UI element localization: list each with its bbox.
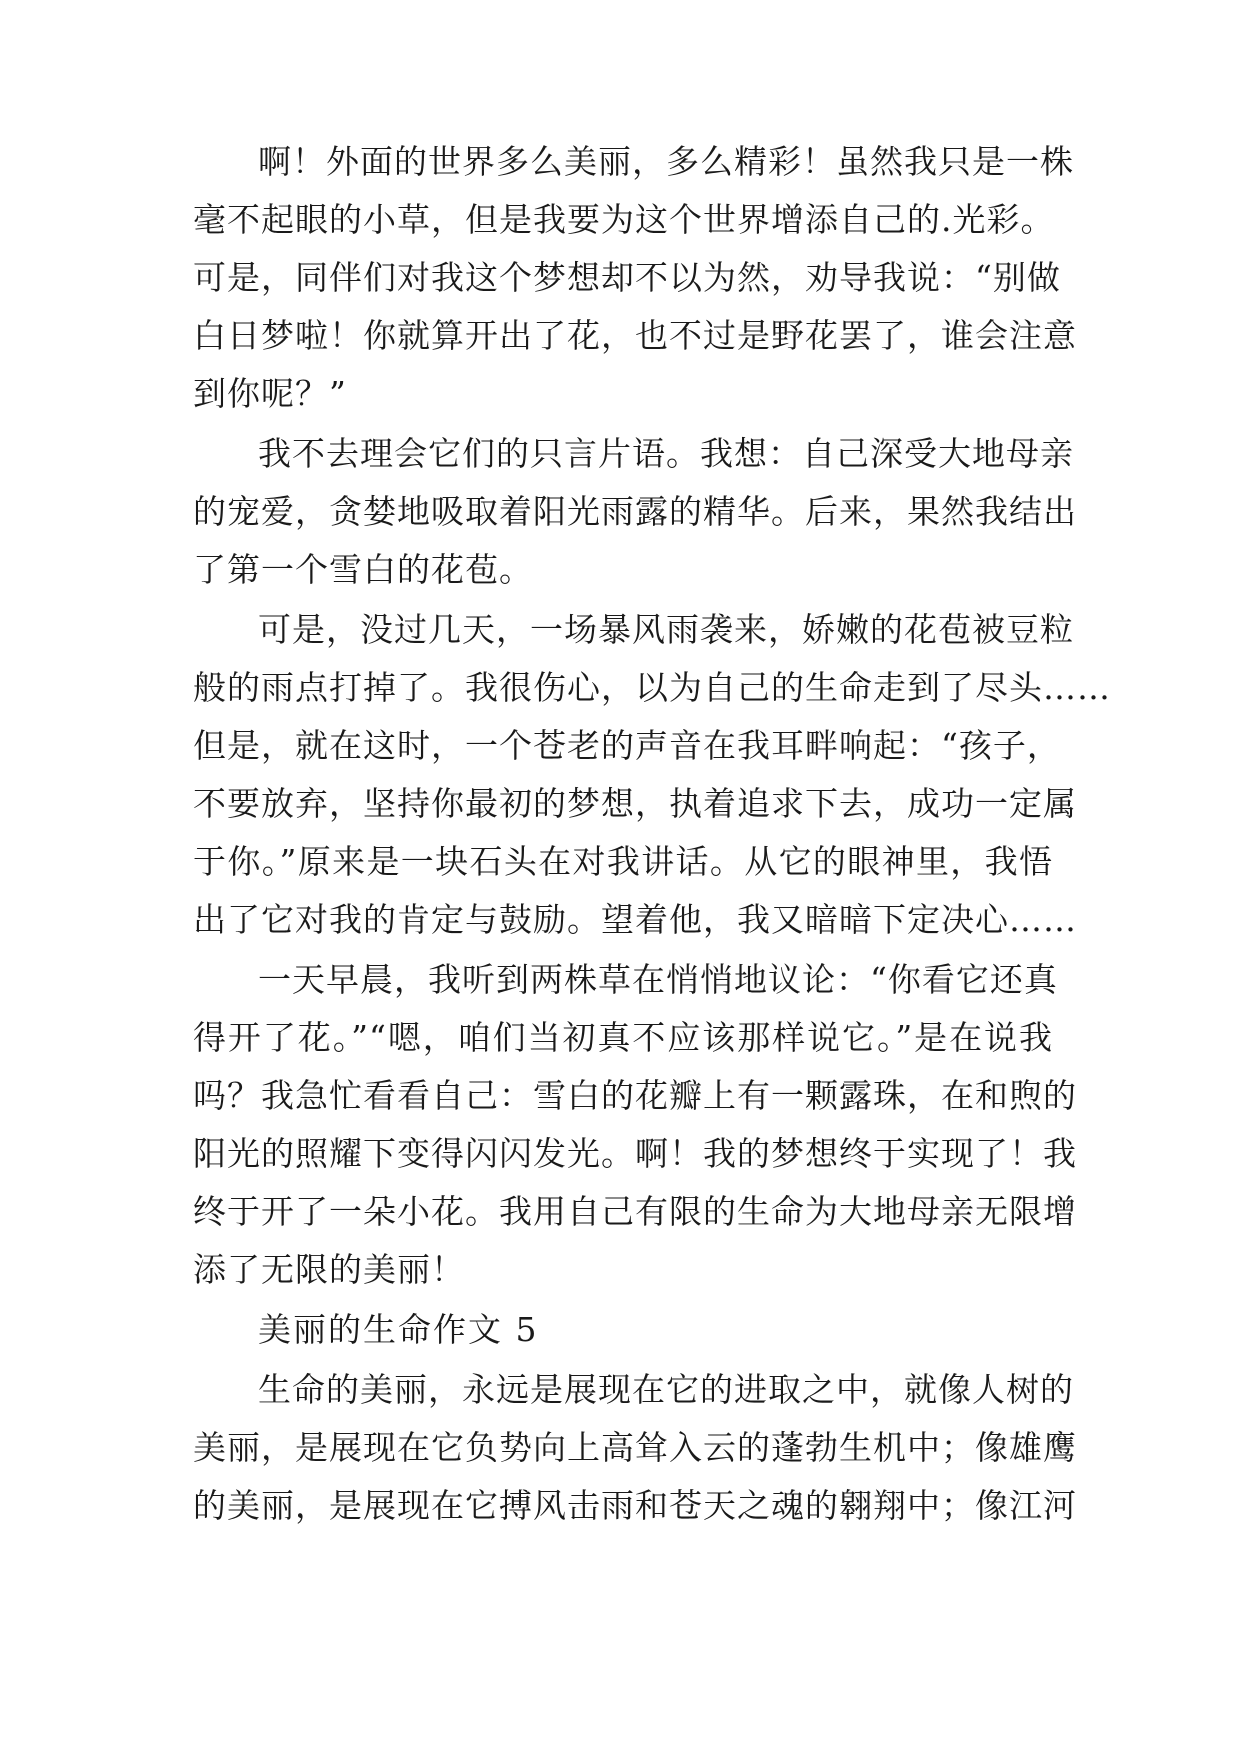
paragraph-line: 不要放弃，坚持你最初的梦想，执着追求下去，成功一定属 [193, 784, 1077, 823]
paragraph-line: 添了无限的美丽！ [193, 1250, 465, 1289]
paragraph-line: 生命的美丽，永远是展现在它的进取之中，就像人树的 [258, 1370, 1074, 1409]
paragraph-line: 毫不起眼的小草，但是我要为这个世界增添自己的.光彩。 [193, 200, 1055, 239]
paragraph-line: 阳光的照耀下变得闪闪发光。啊！我的梦想终于实现了！我 [193, 1134, 1077, 1173]
paragraph-line: 终于开了一朵小花。我用自己有限的生命为大地母亲无限增 [193, 1192, 1077, 1231]
paragraph-line: 出了它对我的肯定与鼓励。望着他，我又暗暗下定决心…… [193, 900, 1077, 939]
paragraph-line: 到你呢？” [193, 374, 347, 413]
paragraph-line: 啊！外面的世界多么美丽，多么精彩！虽然我只是一株 [258, 142, 1074, 181]
paragraph-line: 于你。”原来是一块石头在对我讲话。从它的眼神里，我悟 [193, 842, 1053, 881]
paragraph-line: 一天早晨，我听到两株草在悄悄地议论：“你看它还真 [258, 960, 1058, 999]
paragraph-line: 我不去理会它们的只言片语。我想：自己深受大地母亲 [258, 434, 1074, 473]
paragraph-line: 的宠爱，贪婪地吸取着阳光雨露的精华。后来，果然我结出 [193, 492, 1077, 531]
paragraph-line: 了第一个雪白的花苞。 [193, 550, 533, 589]
paragraph-line: 美丽，是展现在它负势向上高耸入云的蓬勃生机中；像雄鹰 [193, 1428, 1077, 1467]
paragraph-line: 得开了花。”“嗯，咱们当初真不应该那样说它。”是在说我 [193, 1018, 1053, 1057]
paragraph-line: 的美丽，是展现在它搏风击雨和苍天之魂的翱翔中；像江河 [193, 1486, 1077, 1525]
paragraph-line: 可是，同伴们对我这个梦想却不以为然，劝导我说：“别做 [193, 258, 1061, 297]
paragraph-line: 吗？我急忙看看自己：雪白的花瓣上有一颗露珠，在和煦的 [193, 1076, 1077, 1115]
section-heading: 美丽的生命作文 5 [258, 1310, 539, 1349]
paragraph-line: 但是，就在这时，一个苍老的声音在我耳畔响起：“孩子， [193, 726, 1061, 765]
paragraph-line: 白日梦啦！你就算开出了花，也不过是野花罢了，谁会注意 [193, 316, 1077, 355]
paragraph-line: 般的雨点打掉了。我很伤心，以为自己的生命走到了尽头…… [193, 668, 1111, 707]
paragraph-line: 可是，没过几天，一场暴风雨袭来，娇嫩的花苞被豆粒 [258, 610, 1074, 649]
